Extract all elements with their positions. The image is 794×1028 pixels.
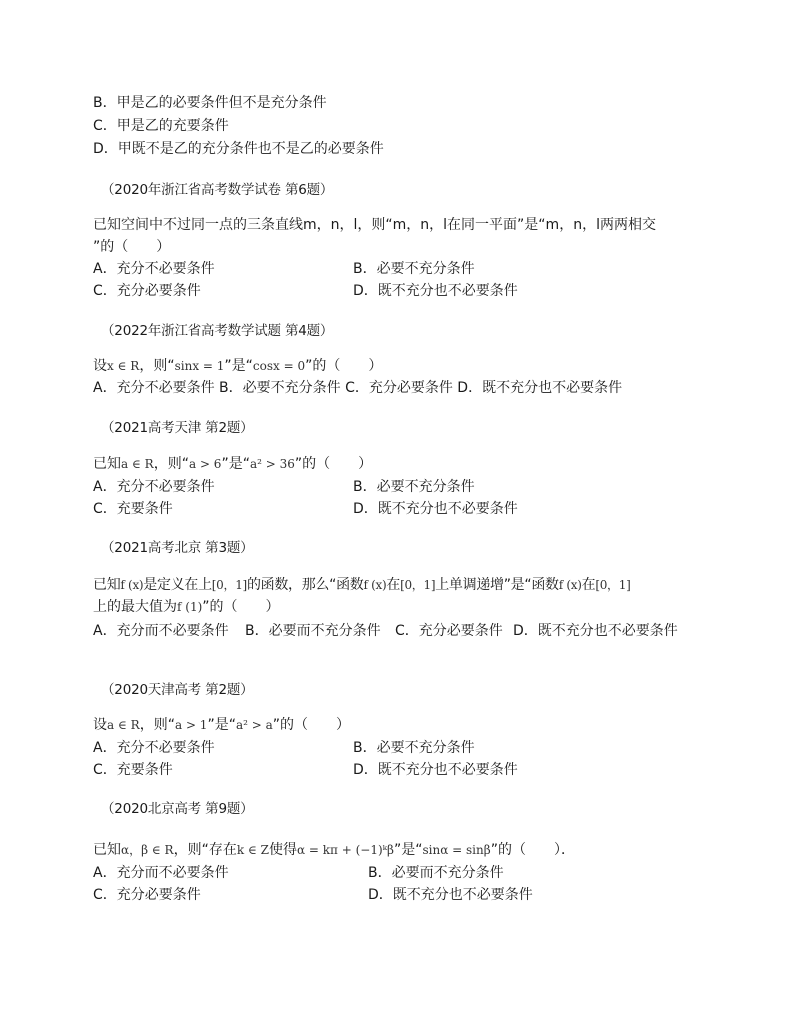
question-stem [93,715,350,735]
stem-text: ”的（ ） [202,599,280,615]
option-b: B．必要不充分条件 [353,479,475,495]
question-source: （2021高考北京 第3题） [101,540,254,556]
question-source: （2020天津高考 第2题） [101,682,254,698]
option-a: A．充分不必要条件 [93,479,215,495]
stem-text: 是定义在上 [143,577,212,593]
stem-text: ”是“ [207,717,236,733]
math-expression: f (x) [120,578,144,592]
option-c: C．充要条件 [93,762,173,778]
option-d: D．既不充分也不必要条件 [353,501,518,517]
math-expression: k ∈ Z [236,843,269,857]
stem-text: 上单调递增”是“函数 [435,577,559,593]
option-a: A．充分而不必要条件 [93,623,229,639]
stem-text: 已知 [93,456,121,472]
math-expression: cosx = 0 [252,359,306,373]
question-source: （2020北京高考 第9题） [101,801,254,817]
math-expression: a² > 36 [249,457,295,471]
stem-text: 已知 [93,842,121,858]
option-c: C．充分必要条件 [395,623,503,639]
question-stem-continued [93,597,280,617]
stem-text: 设 [93,358,107,374]
math-expression: [0，1] [595,578,631,592]
question-stem [93,840,575,860]
option-c: C．充分必要条件 [93,887,201,903]
option-b: B．必要不充分条件 [353,740,475,756]
stem-text: 设 [93,717,107,733]
stem-text: ，则“ [139,717,175,733]
stem-text: ”的（ ）． [490,842,575,858]
option-c: C．充要条件 [93,501,173,517]
math-expression: [0，1] [211,578,247,592]
math-expression: sinα = sinβ [422,843,491,857]
option-c: C．充分必要条件 [93,283,201,299]
option-b: B．必要不充分条件 [353,261,475,277]
question-stem [93,356,382,376]
math-expression: f (1) [177,600,203,614]
math-expression: a > 1 [174,718,208,732]
option-a: A．充分不必要条件 [93,261,215,277]
math-expression: f (x) [558,578,582,592]
option-a: A．充分不必要条件 [93,740,215,756]
stem-text: 在 [386,577,401,593]
stem-text: 上的最大值为 [93,599,177,615]
stem-text: 已知 [93,577,121,593]
stem-text: ，则“ [139,358,175,374]
math-expression: α，β ∈ R [121,843,174,857]
stem-text: ，则“存在 [173,842,237,858]
option-d: D．甲既不是乙的充分条件也不是乙的必要条件 [93,141,384,157]
stem-text: ”是“ [221,456,250,472]
question-stem [93,454,372,474]
stem-text: ，则“ [153,456,189,472]
stem-text: ”是“ [224,358,253,374]
option-d: D．既不充分也不必要条件 [368,887,533,903]
math-expression: a ∈ R [107,718,140,732]
stem-text: ”的（ ） [294,456,373,472]
stem-text: 在 [581,577,596,593]
option-a: A．充分而不必要条件 [93,865,229,881]
math-expression: [0，1] [400,578,436,592]
question-stem-continued: ”的（ ） [93,239,171,255]
stem-text: 使得 [268,842,297,858]
question-source: （2022年浙江省高考数学试题 第4题） [101,323,334,339]
options-line: A．充分不必要条件 B．必要不充分条件 C．充分必要条件 D．既不充分也不必要条件 [93,380,623,396]
option-b: B．必要而不充分条件 [368,865,504,881]
math-expression: a ∈ R [121,457,154,471]
option-b: B．甲是乙的必要条件但不是充分条件 [93,95,327,111]
option-c: C．甲是乙的充要条件 [93,118,229,134]
stem-text: ”的（ ） [272,717,351,733]
question-source: （2020年浙江省高考数学试卷 第6题） [101,182,334,198]
option-d: D．既不充分也不必要条件 [353,283,518,299]
option-d: D．既不充分也不必要条件 [353,762,518,778]
math-expression: x ∈ R [107,359,140,373]
option-d: D．既不充分也不必要条件 [513,623,678,639]
option-b: B．必要而不充分条件 [245,623,381,639]
math-expression: sinx = 1 [174,359,225,373]
stem-text: ”是“ [393,842,423,858]
stem-text: ”的（ ） [305,358,383,374]
math-expression: a² > a [235,718,273,732]
math-expression: α = kπ + (−1)ᵏβ [296,843,394,857]
stem-text: 的函数，那么“函数 [246,577,364,593]
question-stem [93,575,630,595]
math-expression: a > 6 [188,457,222,471]
math-expression: f (x) [363,578,387,592]
question-source: （2021高考天津 第2题） [101,420,254,436]
question-stem: 已知空间中不过同一点的三条直线m，n，l，则“m，n，l在同一平面”是“m，n，l两两相交 [93,217,656,233]
